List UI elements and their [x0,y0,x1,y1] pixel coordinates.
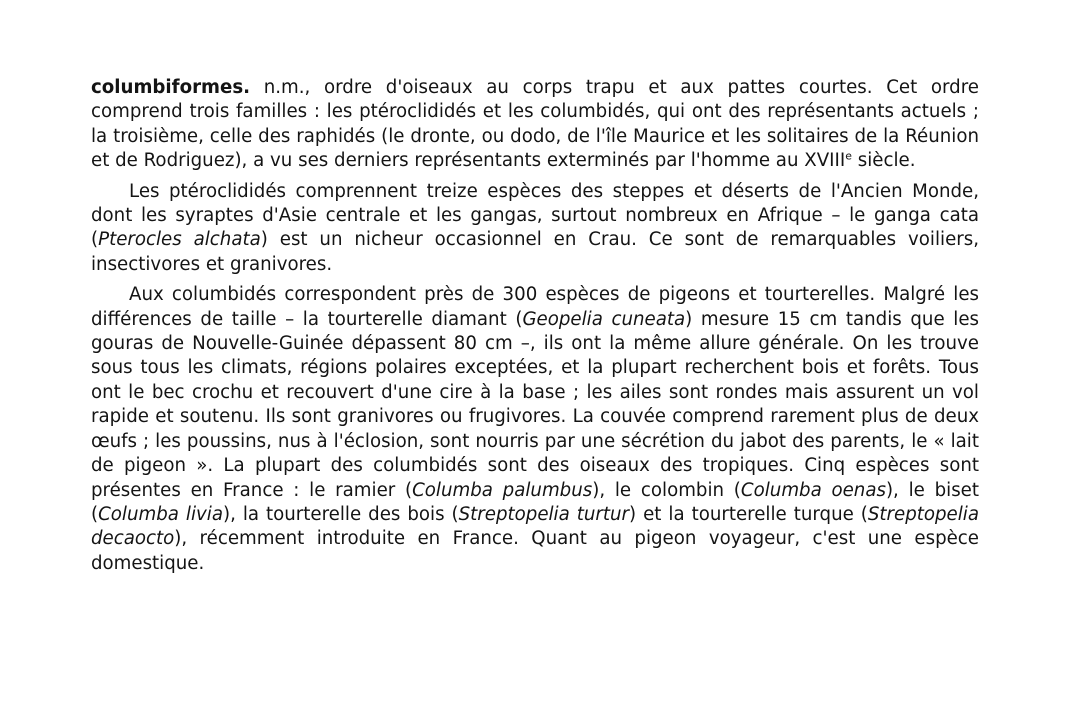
columbidae-paragraph [91,283,979,576]
dictionary-entry [91,76,979,582]
species-name: Streptopelia turtur [458,503,630,525]
definition-text: n.m., ordre d'oiseaux au corps trapu et aux pattes courtes. Cet ordre comprend trois familles : les ptéroclididés et les columbidés, qui ont des représentants actuels ; la troisième, celle des raphidés (le dronte, ou dodo, de l'île Maurice et les solitaires de la Réunion et de Rodriguez), a vu ses derniers représentants exterminés par l'homme au XVIII [91,77,979,172]
entry-intro-paragraph [91,76,979,174]
species-name: Columba palumbus [412,479,593,501]
body-text: ) mesure 15 cm tandis que les gouras de Nouvelle-Guinée dépassent 80 cm –, ils ont la même allure générale. On les trouve sous tous les climats, régions polaires exceptées, et la plupart recherchent bois et forêts. Tous ont le bec crochu et recouvert d'une cire à la base ; les ailes sont rondes mais assurent un vol rapide et soutenu. Ils sont granivores ou frugivores. La couvée comprend rarement plus de deux œufs ; les poussins, nus à l'éclosion, sont nourris par une sécrétion du jabot des parents, le « lait de pigeon ». La plupart des columbidés sont des oiseaux des tropiques. Cinq espèces sont présentes en France : le ramier ( [91,308,980,501]
pteroclididae-paragraph [91,180,979,278]
body-text: ) est un nicheur occasionnel en Crau. Ce sont de remarquables voiliers, insectivores et granivores. [91,229,979,275]
species-name: Pterocles alchata [98,229,261,251]
headword: columbiformes. [91,77,251,98]
superscript: e [845,149,852,163]
body-text: ), récemment introduite en France. Quant au pigeon voyageur, c'est une espèce domestique. [91,528,979,574]
body-text: ), la tourterelle des bois ( [222,503,459,525]
body-text: ), le colombin ( [592,479,741,501]
species-name: Columba livia [98,503,223,525]
definition-text: siècle. [851,150,916,172]
species-name: Streptopelia decaocto [91,503,979,550]
body-text: Les ptéroclididés comprennent treize espèces des steppes et déserts de l'Ancien Monde, dont les syraptes d'Asie centrale et les gangas, surtout nombreux en Afrique – le ganga cata ( [91,180,979,251]
species-name: Geopelia cuneata [522,308,686,330]
body-text: ) et la tourterelle turque ( [629,503,868,525]
species-name: Columba oenas [740,479,886,501]
body-text: Aux columbidés correspondent près de 300 espèces de pigeons et tourterelles. Malgré les différences de taille – la tourterelle diamant ( [91,284,979,330]
body-text: ), le biset ( [91,479,979,525]
